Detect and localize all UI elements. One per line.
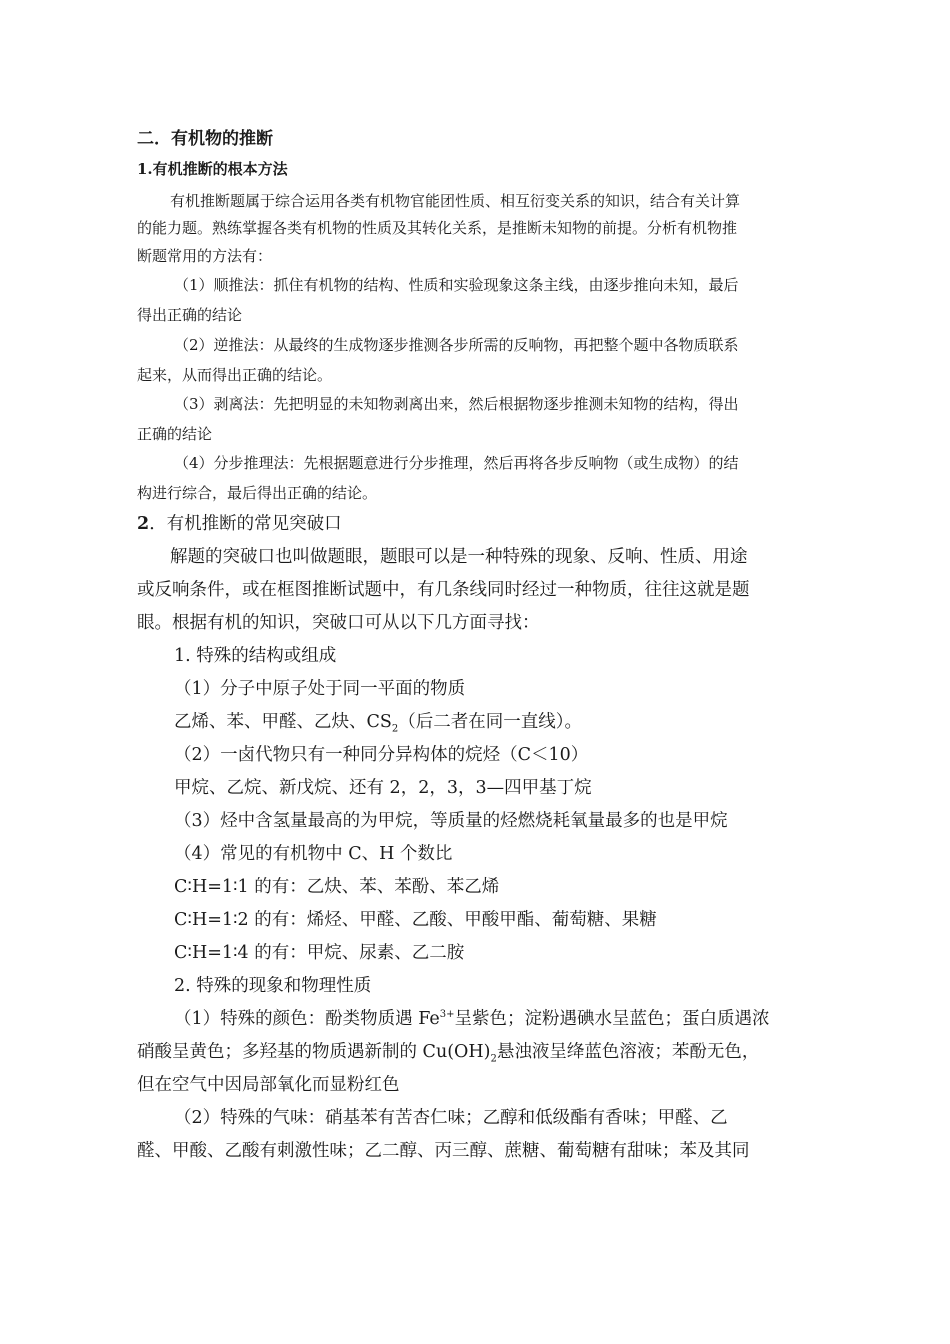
heading-text: ．有机推断的常见突破口 — [149, 514, 342, 534]
method-line: （3）剥离法：先把明显的未知物剥离出来，然后根据物逐步推测未知物的结构，得出 — [174, 395, 739, 413]
subsection-heading-breakthrough — [137, 510, 342, 535]
point-answer — [174, 708, 582, 733]
ratio-line: C∶H=1∶2 的有：烯烃、甲醛、乙酸、甲酸甲酯、葡萄糖、果糖 — [174, 910, 657, 930]
paragraph-line: 有机推断题属于综合运用各类有机物官能团性质、相互衍变关系的知识，结合有关计算 — [170, 192, 741, 210]
paragraph-line: 解题的突破口也叫做题眼，题眼可以是一种特殊的现象、反响、性质、用途 — [170, 547, 748, 567]
paragraph-line: 醛、甲酸、乙酸有刺激性味；乙二醇、丙三醇、蔗糖、葡萄糖有甜味；苯及其同 — [137, 1141, 750, 1161]
method-line: 得出正确的结论 — [137, 306, 243, 324]
text-run: （1）特殊的颜色：酚类物质遇 Fe — [174, 1009, 440, 1029]
method-line: 起来，从而得出正确的结论。 — [137, 366, 333, 384]
paragraph-line: 或反响条件，或在框图推断试题中，有几条线同时经过一种物质，往往这就是题 — [137, 580, 750, 600]
point-item: （4）常见的有机物中 C、H 个数比 — [174, 844, 453, 864]
heading-number: 2 — [137, 514, 150, 534]
method-line: 构进行综合，最后得出正确的结论。 — [137, 484, 378, 502]
paragraph-line — [137, 1038, 759, 1063]
point-item: （1）分子中原子处于同一平面的物质 — [174, 679, 466, 699]
point-answer: 甲烷、乙烷、新戊烷、还有 2，2，3，3—四甲基丁烷 — [174, 778, 592, 798]
ratio-line: C∶H=1∶4 的有：甲烷、尿素、乙二胺 — [174, 943, 465, 963]
text-run: 悬浊液呈绛蓝色溶液；苯酚无色， — [496, 1042, 760, 1062]
subscript: 2 — [490, 1053, 497, 1065]
answer-text: 乙烯、苯、甲醛、乙炔、CS — [174, 712, 392, 732]
paragraph-line: 的能力题。熟练掌握各类有机物的性质及其转化关系，是推断未知物的前提。分析有机物推 — [137, 219, 738, 237]
method-line: （1）顺推法：抓住有机物的结构、性质和实验现象这条主线，由逐步推向未知，最后 — [174, 276, 739, 294]
point-title: 1. 特殊的结构或组成 — [174, 646, 337, 666]
point-item: （3）烃中含氢量最高的为甲烷，等质量的烃燃烧耗氧量最多的也是甲烷 — [174, 811, 728, 831]
text-run: 硝酸呈黄色；多羟基的物质遇新制的 Cu(OH) — [137, 1042, 491, 1062]
superscript: 3+ — [439, 1009, 455, 1021]
point-title: 2. 特殊的现象和物理性质 — [174, 976, 372, 996]
subscript: 2 — [391, 723, 399, 735]
subsection-heading-methods: 1.有机推断的根本方法 — [137, 160, 288, 178]
answer-text: （后二者在同一直线）。 — [398, 712, 583, 732]
paragraph-line: （2）特殊的气味：硝基苯有苦杏仁味；乙醇和低级酯有香味；甲醛、乙 — [174, 1108, 728, 1128]
method-line: （2）逆推法：从最终的生成物逐步推测各步所需的反响物，再把整个题中各物质联系 — [174, 336, 739, 354]
method-line: 正确的结论 — [137, 425, 213, 443]
text-run: 呈紫色；淀粉遇碘水呈蓝色；蛋白质遇浓 — [454, 1009, 770, 1029]
paragraph-line: 眼。根据有机的知识，突破口可从以下几方面寻找： — [137, 613, 540, 633]
paragraph-line — [174, 1005, 770, 1030]
paragraph-line: 但在空气中因局部氧化而显粉红色 — [137, 1075, 400, 1095]
ratio-line: C∶H=1∶1 的有：乙炔、苯、苯酚、苯乙烯 — [174, 877, 500, 897]
paragraph-line: 断题常用的方法有： — [137, 247, 273, 265]
point-item: （2）一卤代物只有一种同分异构体的烷烃（C＜10） — [174, 745, 589, 765]
section-title: 二．有机物的推断 — [137, 129, 273, 149]
method-line: （4）分步推理法：先根据题意进行分步推理，然后再将各步反响物（或生成物）的结 — [174, 454, 739, 472]
